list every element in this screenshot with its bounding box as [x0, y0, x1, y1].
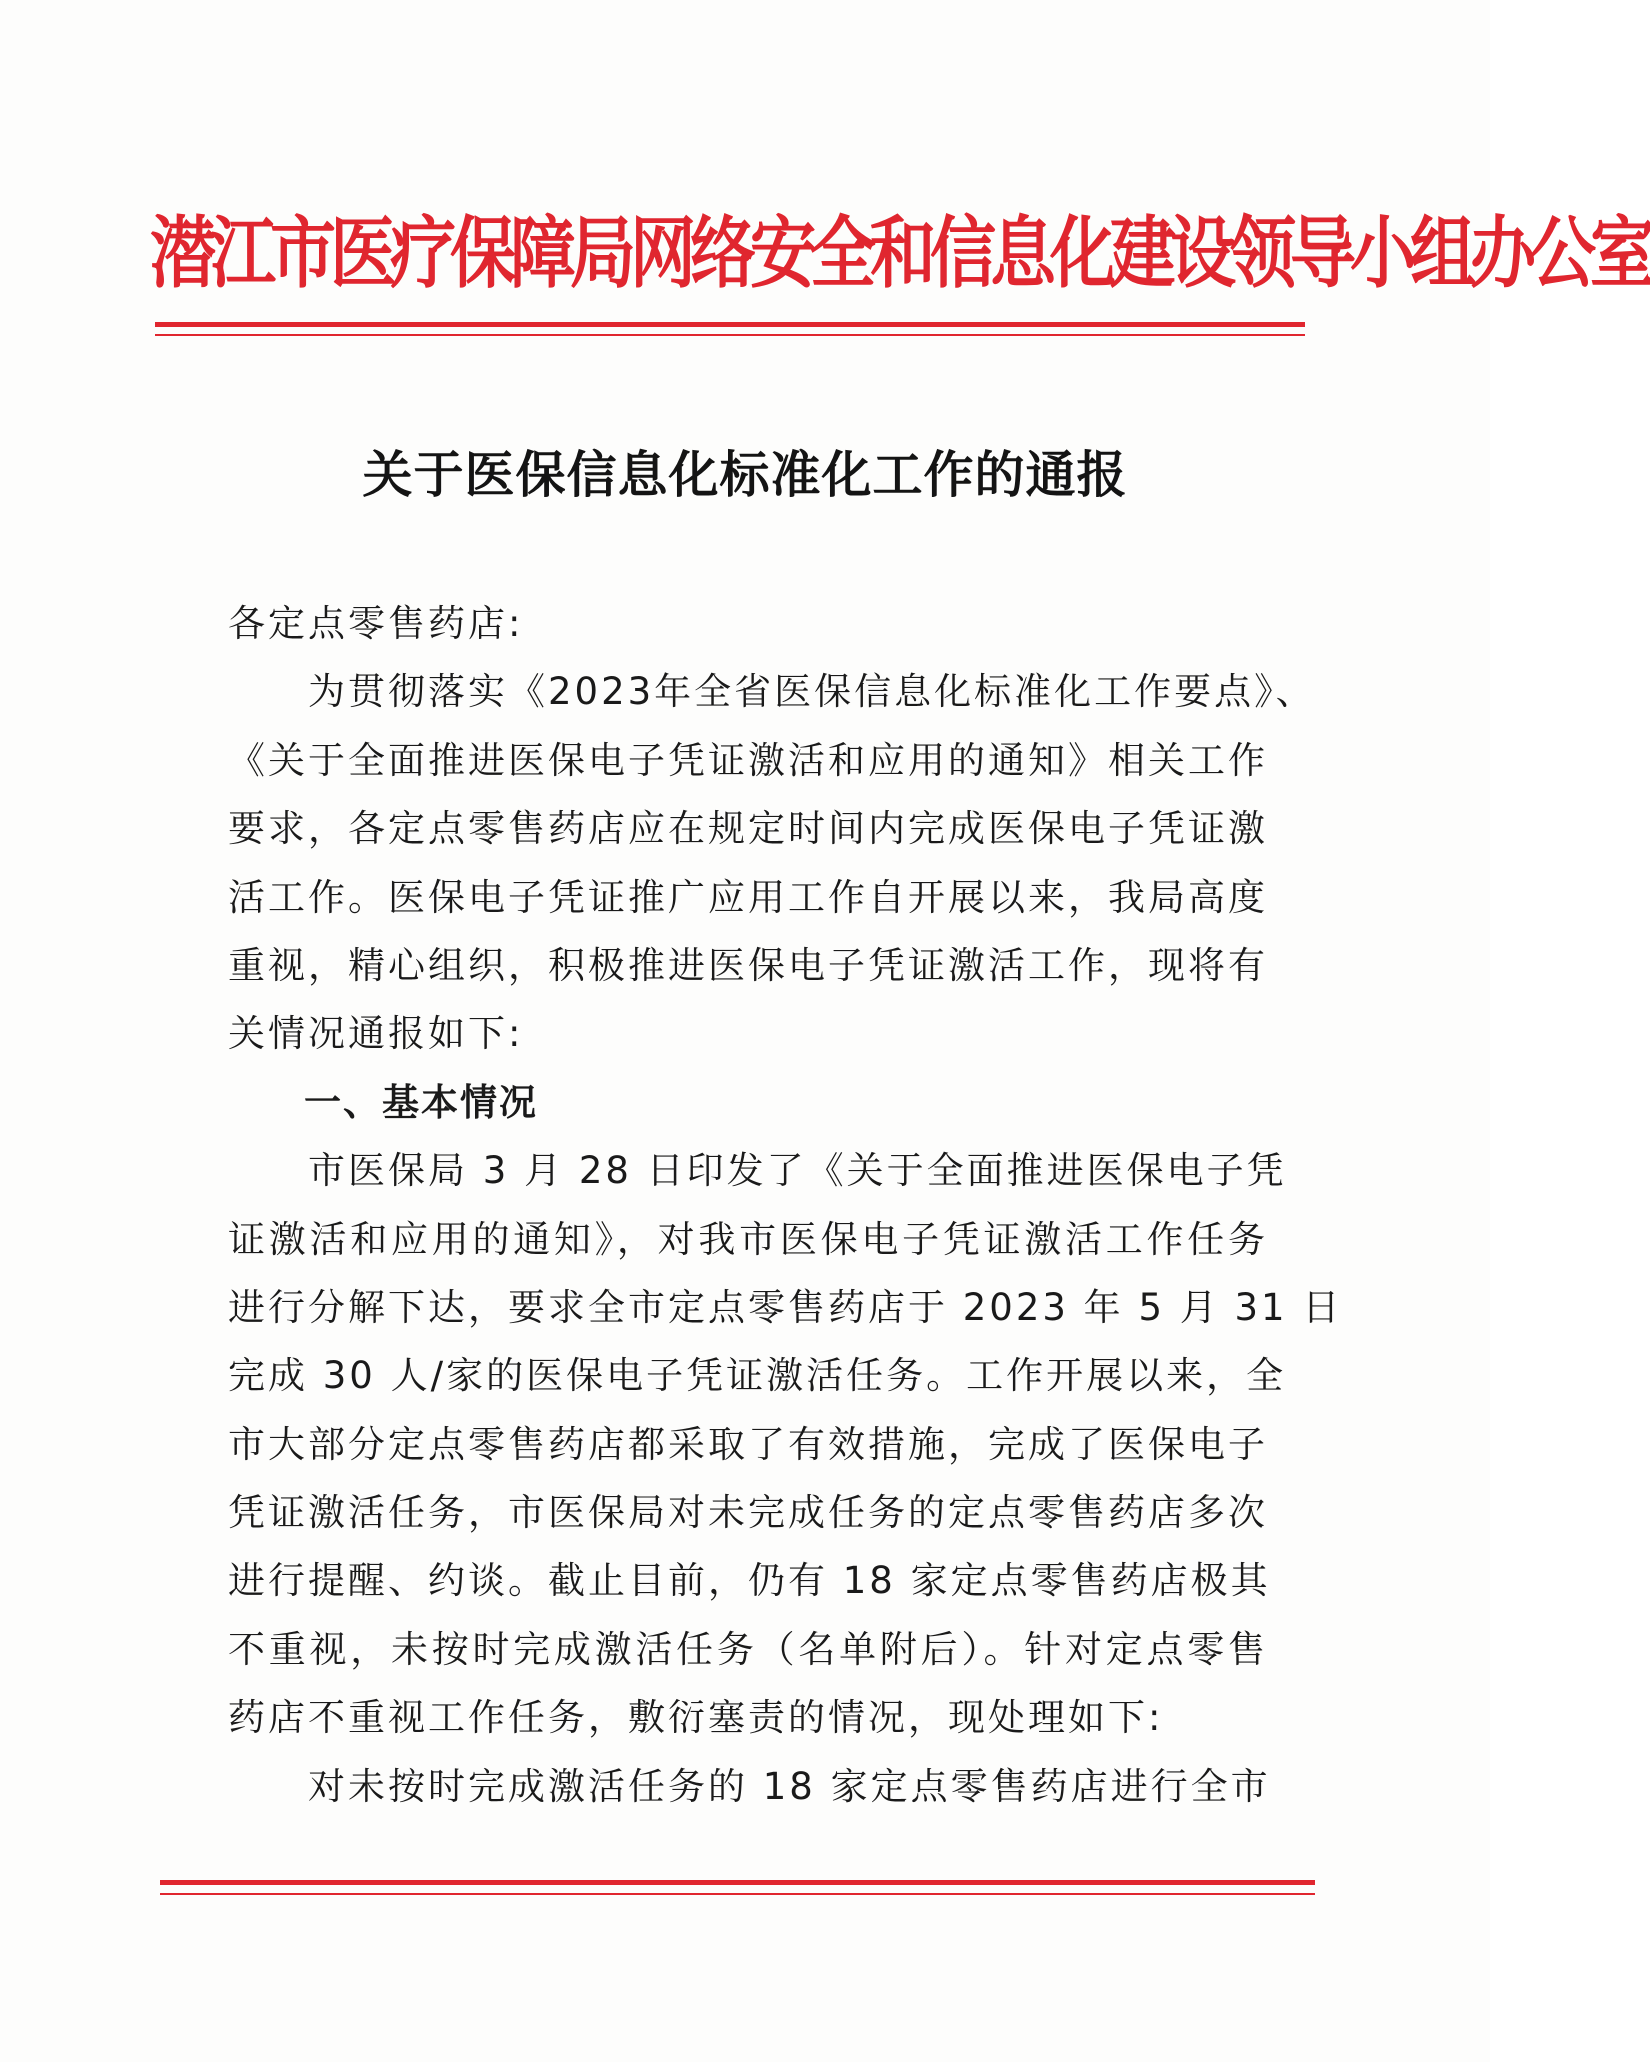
body-line: 《关于全面推进医保电子凭证激活和应用的通知》相关工作: [228, 738, 1268, 782]
body-line: 对未按时完成激活任务的 18 家定点零售药店进行全市: [308, 1764, 1271, 1808]
issuing-org-title: 潜江市医疗保障局网络安全和信息化建设领导小组办公室: [150, 206, 1650, 300]
header-red-rule-thin: [155, 334, 1305, 336]
section-heading: 一、基本情况: [304, 1080, 538, 1124]
body-line: 关情况通报如下:: [228, 1012, 524, 1056]
body-line: 市医保局 3 月 28 日印发了《关于全面推进医保电子凭: [308, 1149, 1287, 1193]
body-line: 不重视，未按时完成激活任务（名单附后）。针对定点零售: [228, 1627, 1268, 1671]
body-line: 活工作。医保电子凭证推广应用工作自开展以来，我局高度: [228, 875, 1268, 919]
body-line: 为贯彻落实《2023年全省医保信息化标准化工作要点》、: [308, 670, 1316, 714]
footer-red-rule-thick: [160, 1880, 1315, 1885]
body-line: 证激活和应用的通知》，对我市医保电子凭证激活工作任务: [228, 1217, 1268, 1261]
body-line: 市大部分定点零售药店都采取了有效措施，完成了医保电子: [228, 1422, 1268, 1466]
body-line: 重视，精心组织，积极推进医保电子凭证激活工作，现将有: [228, 943, 1268, 987]
body-line: 凭证激活任务，市医保局对未完成任务的定点零售药店多次: [228, 1491, 1268, 1535]
document-body: [228, 590, 1343, 1821]
body-line: 完成 30 人/家的医保电子凭证激活任务。工作开展以来，全: [228, 1354, 1287, 1398]
header-red-rule-thick: [155, 322, 1305, 327]
body-line: 要求，各定点零售药店应在规定时间内完成医保电子凭证激: [228, 807, 1268, 851]
body-line: 药店不重视工作任务，敷衍塞责的情况，现处理如下:: [228, 1696, 1164, 1740]
footer-red-rule-thin: [160, 1893, 1315, 1895]
body-line: 进行分解下达，要求全市定点零售药店于 2023 年 5 月 31 日: [228, 1285, 1343, 1329]
salutation: 各定点零售药店:: [228, 602, 524, 645]
document-title: 关于医保信息化标准化工作的通报: [362, 445, 1128, 504]
body-line: 进行提醒、约谈。截止目前，仍有 18 家定点零售药店极其: [228, 1559, 1271, 1603]
